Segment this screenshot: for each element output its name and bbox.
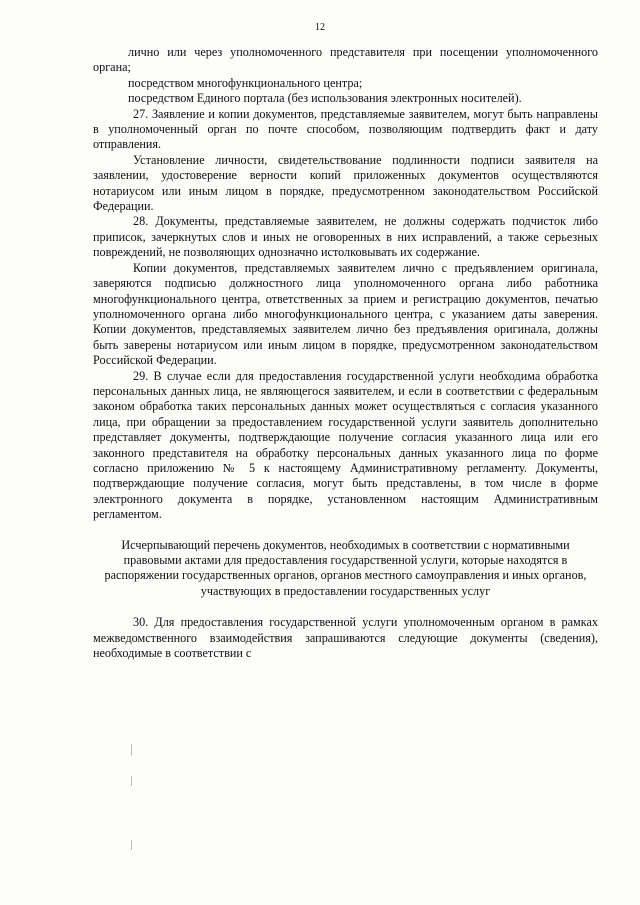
page-number: 12 xyxy=(315,22,325,33)
paragraph-submission-mfc: посредством многофункционального центра; xyxy=(128,75,363,90)
paragraph-30: 30. Для предоставления государственной услуги уполномоченным органом в рамках межведомственного взаимодействия запрашиваются следующие документы (сведения), необходимые в соответствии с xyxy=(93,615,598,661)
scan-artifact-mark xyxy=(131,776,132,786)
section-heading: Исчерпывающий перечень документов, необходимых в соответствии с нормативными правовыми актами для предоставления государственной услуги, которые находятся в распоряжении государственных органов, органов местного самоуправления и иных органов, участвующих в предоставлении государственных услуг xyxy=(104,537,587,598)
document-body xyxy=(93,45,598,661)
paragraph-submission-in-person: лично или через уполномоченного представителя при посещении уполномоченного органа; xyxy=(93,45,598,75)
scan-artifact-mark xyxy=(131,840,132,850)
paragraph-29: 29. В случае если для предоставления государственной услуги необходима обработка персональных данных лица, не являющегося заявителем, и если в соответствии с федеральным законом обработка таких персональных данных может осуществляться с согласия указанного лица, при обращении за предоставлением государственной услуги заявитель дополнительно представляет документы, подтверждающие получение согласия указанного лица или его законного представителя на обработку персональных данных указанного лица по форме согласно приложению № 5 к настоящему Административному регламенту. Документы, подтверждающие получение согласия, могут быть представлены, в том числе в форме электронного документа в порядке, установленном настоящим Административным регламентом. xyxy=(93,368,598,522)
paragraph-submission-portal: посредством Единого портала (без использования электронных носителей). xyxy=(128,91,522,106)
scan-artifact-mark xyxy=(131,744,132,756)
paragraph-28: 28. Документы, представляемые заявителем, не должны содержать подчисток либо приписок, зачеркнутых слов и иных не оговоренных в них исправлений, а также серьезных повреждений, не позволяющих однозначно истолковывать их содержание. xyxy=(93,214,598,260)
paragraph-copies-certification: Копии документов, представляемых заявителем лично с предъявлением оригинала, заверяются подписью должностного лица уполномоченного органа либо работника многофункционального центра, ответственных за прием и регистрацию документов, печатью уполномоченного органа либо многофункционального центра, с указанием даты заверения. Копии документов, представляемых заявителем лично без предъявления оригинала, должны быть заверены нотариусом или иным лицом в порядке, предусмотренном законодательством Российской Федерации. xyxy=(93,260,598,368)
paragraph-27: 27. Заявление и копии документов, представляемые заявителем, могут быть направлены в уполномоченный орган по почте способом, позволяющим подтвердить факт и дату отправления. xyxy=(93,106,598,152)
paragraph-identity-verification: Установление личности, свидетельствование подлинности подписи заявителя на заявлении, удостоверение верности копий приложенных документов осуществляются нотариусом или иным лицом в порядке, предусмотренном законодательством Российской Федерации. xyxy=(93,152,598,214)
